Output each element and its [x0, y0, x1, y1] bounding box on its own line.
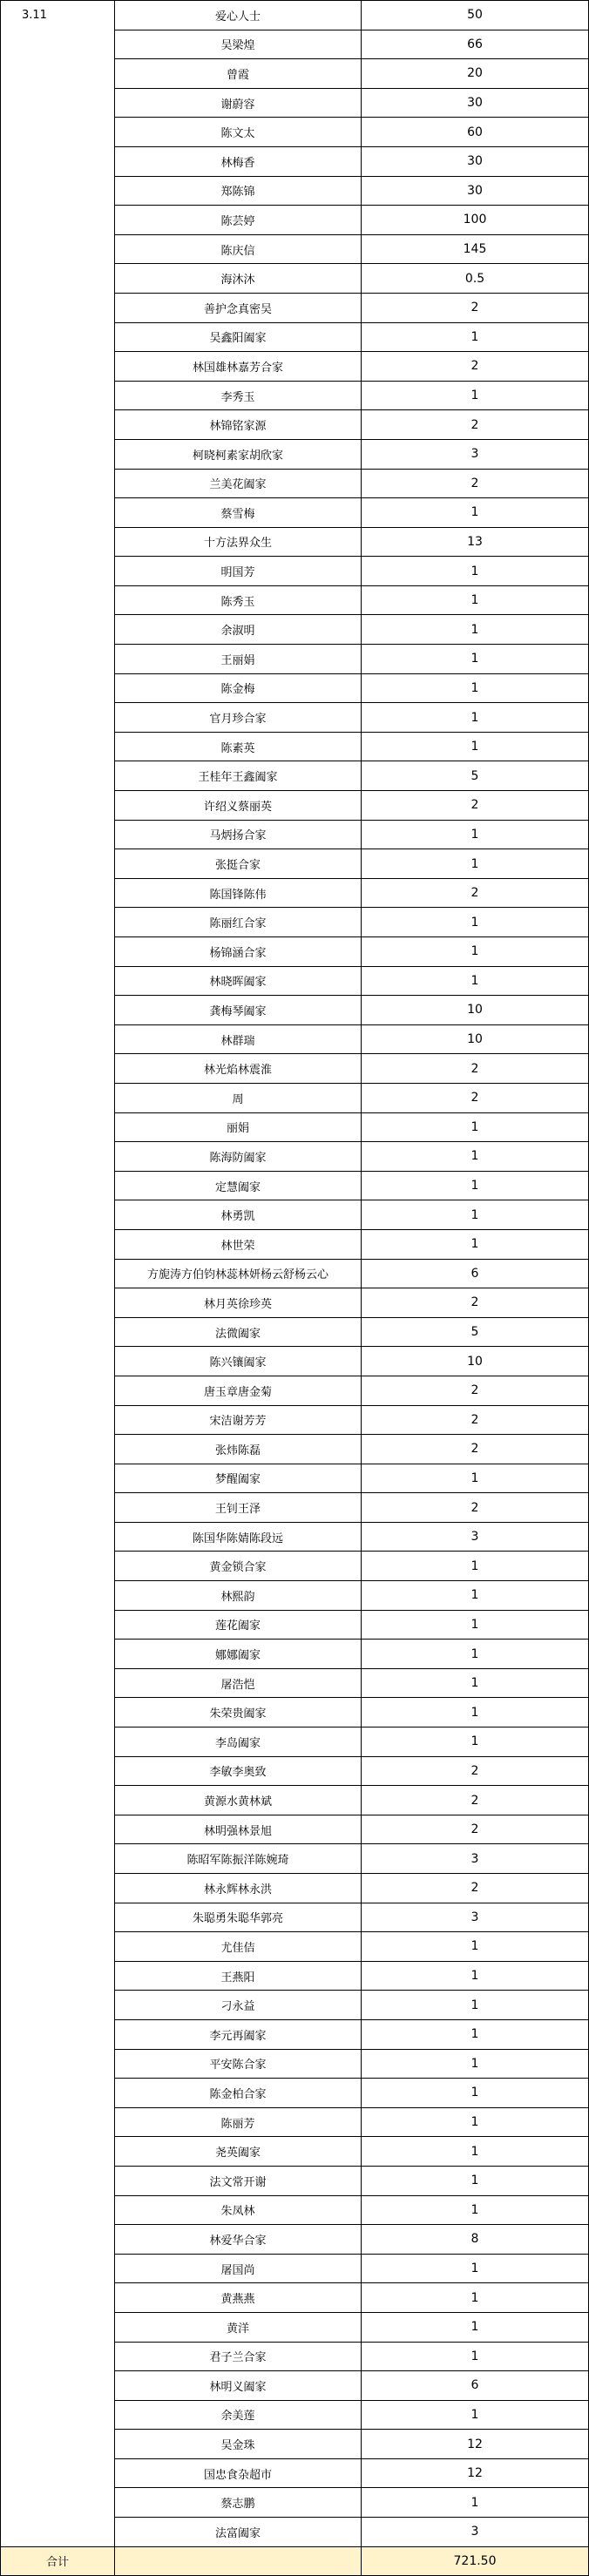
amount-cell: 3: [362, 1522, 589, 1552]
amount-cell: 1: [362, 966, 589, 996]
donor-name-cell: 林熙韵: [115, 1581, 362, 1611]
amount-cell: 1: [362, 1610, 589, 1640]
amount-cell: 1: [362, 381, 589, 410]
amount-cell: 0.5: [362, 264, 589, 294]
amount-cell: 2: [362, 410, 589, 440]
amount-cell: 5: [362, 761, 589, 791]
donor-name-cell: 周: [115, 1083, 362, 1112]
donor-name-cell: 兰美花阖家: [115, 469, 362, 498]
donor-name-cell: 林光焰林震淮: [115, 1054, 362, 1084]
donor-name-cell: 马炳扬合家: [115, 820, 362, 849]
donor-name-cell: 国忠食杂超市: [115, 2458, 362, 2488]
donor-name-cell: 王桂年王鑫阖家: [115, 761, 362, 791]
amount-cell: 6: [362, 2371, 589, 2401]
donor-name-cell: 尧英阖家: [115, 2137, 362, 2167]
amount-cell: 13: [362, 527, 589, 557]
amount-cell: 1: [362, 1961, 589, 1991]
donor-name-cell: 林月英徐珍英: [115, 1288, 362, 1318]
donor-name-cell: 杨锦涵合家: [115, 937, 362, 967]
donor-name-cell: 刁永益: [115, 1991, 362, 2020]
amount-cell: 2: [362, 1815, 589, 1844]
donor-name-cell: 明国芳: [115, 557, 362, 586]
amount-cell: 3: [362, 2518, 589, 2547]
donor-name-cell: 王钊王泽: [115, 1493, 362, 1523]
donor-name-cell: 郑陈锦: [115, 176, 362, 206]
amount-cell: 1: [362, 2283, 589, 2313]
amount-cell: 2: [362, 1405, 589, 1435]
amount-cell: 2: [362, 1083, 589, 1112]
donor-name-cell: 朱凤林: [115, 2195, 362, 2225]
donor-name-cell: 张炜陈磊: [115, 1435, 362, 1464]
amount-cell: 1: [362, 2079, 589, 2108]
donor-name-cell: 尤佳佶: [115, 1932, 362, 1962]
donor-name-cell: 方旎涛方伯钧林蕊林妍杨云舒杨云心: [115, 1259, 362, 1288]
amount-cell: 1: [362, 2254, 589, 2283]
amount-cell: 1: [362, 645, 589, 674]
donor-name-cell: 张挺合家: [115, 849, 362, 879]
amount-cell: 1: [362, 937, 589, 967]
donor-name-cell: 陈兴镶阖家: [115, 1347, 362, 1376]
donor-name-cell: 林爱华合家: [115, 2225, 362, 2255]
amount-cell: 30: [362, 88, 589, 118]
donor-name-cell: 蔡雪梅: [115, 498, 362, 528]
amount-cell: 1: [362, 1640, 589, 1669]
amount-cell: 2: [362, 1874, 589, 1903]
amount-cell: 1: [362, 2342, 589, 2371]
donor-name-cell: 黄金锁合家: [115, 1552, 362, 1581]
amount-cell: 1: [362, 1112, 589, 1142]
donor-name-cell: 莲花阖家: [115, 1610, 362, 1640]
donor-name-cell: 林明义阖家: [115, 2371, 362, 2401]
donor-name-cell: 柯晓柯素家胡欣家: [115, 439, 362, 469]
amount-cell: 1: [362, 1200, 589, 1230]
donor-name-cell: 林世荣: [115, 1229, 362, 1259]
amount-cell: 3: [362, 1903, 589, 1932]
donor-name-cell: 十方法界众生: [115, 527, 362, 557]
amount-cell: 10: [362, 1347, 589, 1376]
donor-name-cell: 陈国锋陈伟: [115, 878, 362, 908]
donor-name-cell: 善护念真密吴: [115, 293, 362, 322]
amount-cell: 1: [362, 1698, 589, 1727]
donation-rows: [1, 1, 589, 2576]
amount-cell: 1: [362, 703, 589, 733]
amount-cell: 2: [362, 1435, 589, 1464]
amount-cell: 2: [362, 469, 589, 498]
amount-cell: 2: [362, 293, 589, 322]
amount-cell: 8: [362, 2225, 589, 2255]
amount-cell: 1: [362, 2049, 589, 2079]
donor-name-cell: 吴金珠: [115, 2430, 362, 2459]
donor-name-cell: 余淑明: [115, 615, 362, 645]
amount-cell: 5: [362, 1317, 589, 1347]
amount-cell: 1: [362, 615, 589, 645]
amount-cell: 10: [362, 1024, 589, 1054]
donor-name-cell: 陈丽芳: [115, 2107, 362, 2137]
donor-name-cell: 朱荣贵阖家: [115, 1698, 362, 1727]
donor-name-cell: 法微阖家: [115, 1317, 362, 1347]
donor-name-cell: 朱聪勇朱聪华郭亮: [115, 1903, 362, 1932]
amount-cell: 1: [362, 908, 589, 937]
donor-name-cell: 林国雄林嘉芳合家: [115, 352, 362, 382]
donor-name-cell: 林锦铭家源: [115, 410, 362, 440]
donor-name-cell: 黄燕燕: [115, 2283, 362, 2313]
donor-name-cell: 王燕阳: [115, 1961, 362, 1991]
amount-cell: 1: [362, 1581, 589, 1611]
donor-name-cell: 屠浩恺: [115, 1668, 362, 1698]
amount-cell: 2: [362, 1288, 589, 1318]
donor-name-cell: 法文常开谢: [115, 2166, 362, 2195]
amount-cell: 1: [362, 2195, 589, 2225]
amount-cell: 1: [362, 2488, 589, 2518]
donor-name-cell: 陈海防阖家: [115, 1142, 362, 1172]
total-amount: 721.50: [362, 2546, 589, 2576]
amount-cell: 2: [362, 352, 589, 382]
amount-cell: 3: [362, 439, 589, 469]
amount-cell: 2: [362, 1493, 589, 1523]
donor-name-cell: 李敏李奥致: [115, 1756, 362, 1786]
amount-cell: 1: [362, 732, 589, 761]
donor-name-cell: 吴梁煌: [115, 30, 362, 59]
donor-name-cell: 林勇凯: [115, 1200, 362, 1230]
donor-name-cell: 黄洋: [115, 2312, 362, 2342]
amount-cell: 2: [362, 1786, 589, 1815]
donor-name-cell: 陈庆信: [115, 234, 362, 264]
amount-cell: 2: [362, 1756, 589, 1786]
amount-cell: 2: [362, 1054, 589, 1084]
donor-name-cell: 龚梅琴阖家: [115, 996, 362, 1025]
amount-cell: 3: [362, 1844, 589, 1874]
donor-name-cell: 林明强林景旭: [115, 1815, 362, 1844]
amount-cell: 1: [362, 1229, 589, 1259]
amount-cell: 1: [362, 673, 589, 703]
donor-name-cell: 娜娜阖家: [115, 1640, 362, 1669]
amount-cell: 1: [362, 2400, 589, 2430]
amount-cell: 1: [362, 585, 589, 615]
amount-cell: 1: [362, 1668, 589, 1698]
donor-name-cell: 爱心人士: [115, 1, 362, 30]
amount-cell: 100: [362, 206, 589, 235]
amount-cell: 1: [362, 1552, 589, 1581]
donor-name-cell: 平安陈合家: [115, 2049, 362, 2079]
donor-name-cell: 陈秀玉: [115, 585, 362, 615]
donor-name-cell: 李岛阖家: [115, 1727, 362, 1757]
amount-cell: 1: [362, 2137, 589, 2167]
donor-name-cell: 林群瑞: [115, 1024, 362, 1054]
donor-name-cell: 曾霞: [115, 59, 362, 89]
donor-name-cell: 王丽娟: [115, 645, 362, 674]
donor-name-cell: 丽娟: [115, 1112, 362, 1142]
donation-row: [1, 1, 589, 30]
amount-cell: 1: [362, 498, 589, 528]
donor-name-cell: 陈芸婷: [115, 206, 362, 235]
amount-cell: 1: [362, 1464, 589, 1493]
donor-name-cell: 陈国华陈婧陈段远: [115, 1522, 362, 1552]
total-empty-cell: [115, 2546, 362, 2576]
donor-name-cell: 许绍义蔡丽英: [115, 791, 362, 821]
donor-name-cell: 屠国尚: [115, 2254, 362, 2283]
amount-cell: 1: [362, 2312, 589, 2342]
amount-cell: 66: [362, 30, 589, 59]
donor-name-cell: 陈文太: [115, 118, 362, 147]
donor-name-cell: 陈金梅: [115, 673, 362, 703]
amount-cell: 1: [362, 820, 589, 849]
donor-name-cell: 梦醒阖家: [115, 1464, 362, 1493]
amount-cell: 1: [362, 557, 589, 586]
donor-name-cell: 蔡志鹏: [115, 2488, 362, 2518]
amount-cell: 1: [362, 1991, 589, 2020]
amount-cell: 2: [362, 1376, 589, 1405]
amount-cell: 30: [362, 146, 589, 176]
donor-name-cell: 陈素英: [115, 732, 362, 761]
donor-name-cell: 黄源水黄林斌: [115, 1786, 362, 1815]
amount-cell: 30: [362, 176, 589, 206]
donor-name-cell: 定慧阖家: [115, 1171, 362, 1200]
donor-name-cell: 林梅香: [115, 146, 362, 176]
amount-cell: 12: [362, 2458, 589, 2488]
amount-cell: 6: [362, 1259, 589, 1288]
amount-cell: 1: [362, 2107, 589, 2137]
amount-cell: 2: [362, 791, 589, 821]
amount-cell: 10: [362, 996, 589, 1025]
amount-cell: 1: [362, 1727, 589, 1757]
amount-cell: 50: [362, 1, 589, 30]
total-label: 合计: [1, 2546, 115, 2576]
donor-name-cell: 李秀玉: [115, 381, 362, 410]
donor-name-cell: 唐玉章唐金菊: [115, 1376, 362, 1405]
donor-name-cell: 陈金柏合家: [115, 2079, 362, 2108]
donor-name-cell: 林晓晖阖家: [115, 966, 362, 996]
amount-cell: 1: [362, 849, 589, 879]
donor-name-cell: 海沐沐: [115, 264, 362, 294]
amount-cell: 1: [362, 2166, 589, 2195]
amount-cell: 1: [362, 322, 589, 352]
amount-cell: 1: [362, 1142, 589, 1172]
donor-name-cell: 法富阖家: [115, 2518, 362, 2547]
donor-name-cell: 吴鑫阳阖家: [115, 322, 362, 352]
donor-name-cell: 官月珍合家: [115, 703, 362, 733]
date-cell: 3.11: [1, 1, 115, 2547]
amount-cell: 1: [362, 2019, 589, 2049]
total-row: [1, 2546, 589, 2576]
donor-name-cell: 林永辉林永洪: [115, 1874, 362, 1903]
amount-cell: 60: [362, 118, 589, 147]
amount-cell: 2: [362, 878, 589, 908]
amount-cell: 1: [362, 1171, 589, 1200]
donor-name-cell: 宋洁谢芳芳: [115, 1405, 362, 1435]
donor-name-cell: 君子兰合家: [115, 2342, 362, 2371]
donor-name-cell: 陈昭军陈振洋陈婉琦: [115, 1844, 362, 1874]
donor-name-cell: 陈丽红合家: [115, 908, 362, 937]
amount-cell: 20: [362, 59, 589, 89]
amount-cell: 145: [362, 234, 589, 264]
amount-cell: 12: [362, 2430, 589, 2459]
donor-name-cell: 余美莲: [115, 2400, 362, 2430]
amount-cell: 1: [362, 1932, 589, 1962]
donor-name-cell: 谢蔚容: [115, 88, 362, 118]
donor-name-cell: 李元再阖家: [115, 2019, 362, 2049]
